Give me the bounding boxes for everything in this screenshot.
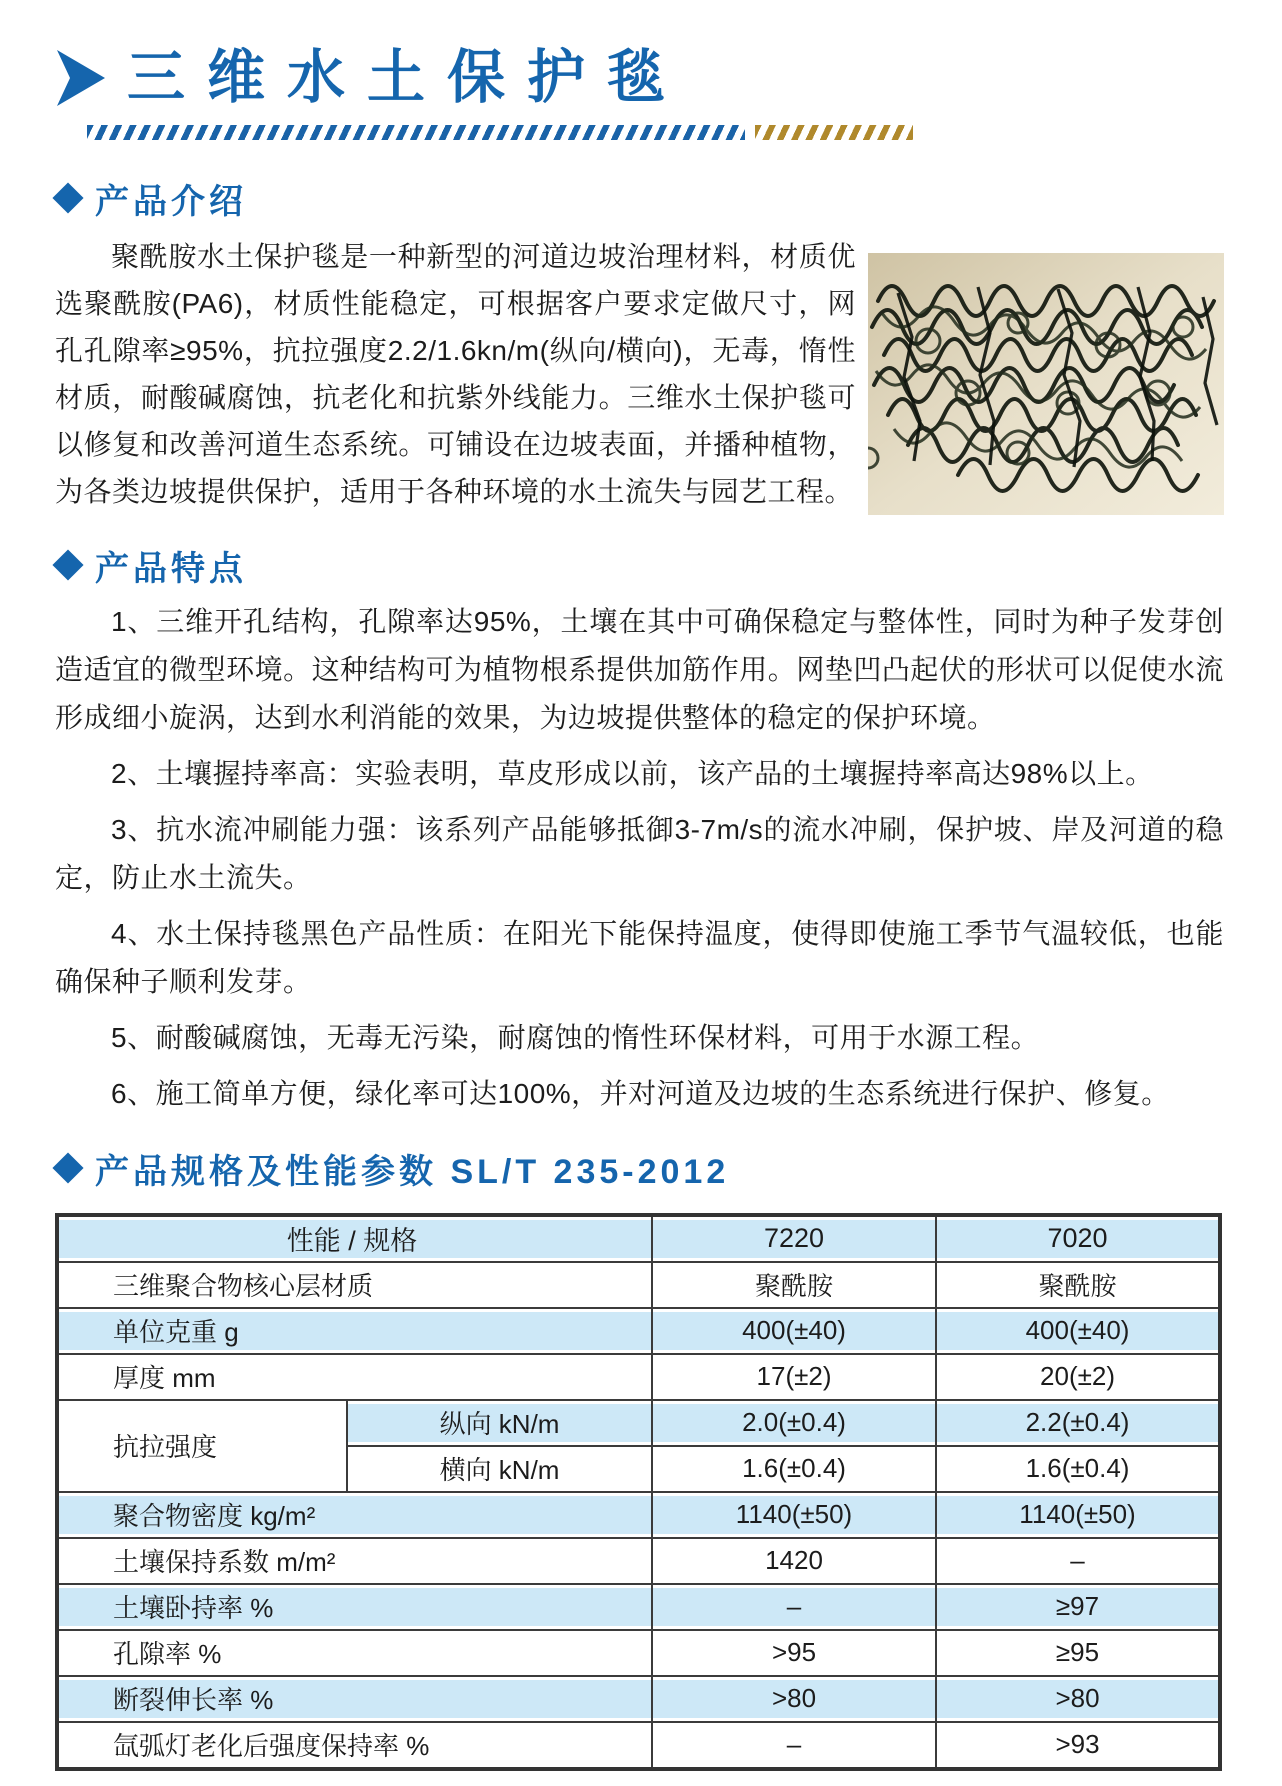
row-label: 土壤卧持率 % [57,1584,652,1630]
header-7020: 7020 [936,1215,1220,1262]
row-label: 聚合物密度 kg/m² [57,1492,652,1538]
row-value-7020: – [936,1538,1220,1584]
row-label: 厚度 mm [57,1354,652,1400]
row-value-7220: >95 [652,1630,936,1676]
tensile-group-label: 抗拉强度 [57,1400,347,1492]
row-value-7220: – [652,1722,936,1769]
hatched-divider [87,125,1224,140]
row-value-7220: 400(±40) [652,1308,936,1354]
row-label: 土壤保持系数 m/m² [57,1538,652,1584]
intro-heading: 产品介绍 [95,182,247,221]
table-row [57,1538,1220,1584]
row-sublabel: 横向 kN/m [347,1446,652,1492]
diamond-bullet-icon [52,550,83,581]
feature-item: 2、土壤握持率高：实验表明，草皮形成以前，该产品的土壤握持率高达98%以上。 [111,757,1154,789]
intro-paragraph: 聚酰胺水土保护毯是一种新型的河道边坡治理材料，材质优选聚酰胺(PA6)，材质性能稳定，可根据客户要求定做尺寸，网孔孔隙率≥95%，抗拉强度2.2/1.6kn/m(纵向/横向)，无毒，惰性材质，耐酸碱腐蚀，抗老化和抗紫外线能力。三维水土保护毯可以修复和改善河道生态系统。可铺设在边坡表面，并播种植物，为各类边坡提供保护，适用于各种环境的水土流失与园艺工程。 [55,240,856,507]
row-value-7020: 1.6(±0.4) [936,1446,1220,1492]
header-property: 性能 / 规格 [57,1215,652,1262]
feature-item: 3、抗水流冲刷能力强：该系列产品能够抵御3-7m/s的流水冲刷，保护坡、岸及河道的稳定，防止水土流失。 [55,813,1224,893]
section-specs [55,1144,1224,1771]
row-value-7220: 2.0(±0.4) [652,1400,936,1446]
specs-table [55,1213,1222,1771]
table-row [57,1630,1220,1676]
row-value-7020: 2.2(±0.4) [936,1400,1220,1446]
row-value-7020: 20(±2) [936,1354,1220,1400]
row-value-7220: 17(±2) [652,1354,936,1400]
feature-item: 4、水土保持毯黑色产品性质：在阳光下能保持温度，使得即使施工季节气温较低，也能确保种子顺利发芽。 [55,917,1224,997]
section-intro [55,174,1224,515]
row-label: 单位克重 g [57,1308,652,1354]
feature-item: 1、三维开孔结构，孔隙率达95%，土壤在其中可确保稳定与整体性，同时为种子发芽创造适宜的微型环境。这种结构可为植物根系提供加筋作用。网垫凹凸起伏的形状可以促使水流形成细小旋涡，达到水利消能的效果，为边坡提供整体的稳定的保护环境。 [55,605,1224,733]
row-label: 孔隙率 % [57,1630,652,1676]
row-value-7220: 1140(±50) [652,1492,936,1538]
row-value-7220: 1420 [652,1538,936,1584]
page-title: 三维水土保护毯 [127,45,688,110]
divider-gold-segment [755,125,913,140]
row-value-7220: – [652,1584,936,1630]
table-row [57,1676,1220,1722]
row-value-7020: 1140(±50) [936,1492,1220,1538]
row-value-7020: ≥97 [936,1584,1220,1630]
row-label: 三维聚合物核心层材质 [57,1262,652,1308]
row-value-7020: 400(±40) [936,1308,1220,1354]
header-7220: 7220 [652,1215,936,1262]
feature-item: 6、施工简单方便，绿化率可达100%，并对河道及边坡的生态系统进行保护、修复。 [111,1077,1170,1109]
section-features [55,541,1224,1118]
table-row [57,1308,1220,1354]
divider-blue-segment [87,125,745,140]
table-row [57,1400,1220,1446]
title-arrow-icon [55,48,107,108]
table-row [57,1492,1220,1538]
row-sublabel: 纵向 kN/m [347,1400,652,1446]
row-value-7020: >93 [936,1722,1220,1769]
feature-item: 5、耐酸碱腐蚀，无毒无污染，耐腐蚀的惰性环保材料，可用于水源工程。 [111,1021,1040,1053]
table-row [57,1354,1220,1400]
table-header-row [57,1215,1220,1262]
table-row [57,1262,1220,1308]
row-value-7020: ≥95 [936,1630,1220,1676]
specs-heading: 产品规格及性能参数 SL/T 235-2012 [95,1152,730,1191]
row-value-7020: >80 [936,1676,1220,1722]
row-label: 氙弧灯老化后强度保持率 % [57,1722,652,1769]
row-value-7220: 聚酰胺 [652,1262,936,1308]
table-row [57,1722,1220,1769]
row-value-7020: 聚酰胺 [936,1262,1220,1308]
features-heading: 产品特点 [95,549,247,588]
row-value-7220: >80 [652,1676,936,1722]
diamond-bullet-icon [52,183,83,214]
product-photo [868,253,1224,515]
row-label: 断裂伸长率 % [57,1676,652,1722]
row-value-7220: 1.6(±0.4) [652,1446,936,1492]
document-header [55,0,1224,140]
table-row [57,1584,1220,1630]
diamond-bullet-icon [52,1153,83,1184]
